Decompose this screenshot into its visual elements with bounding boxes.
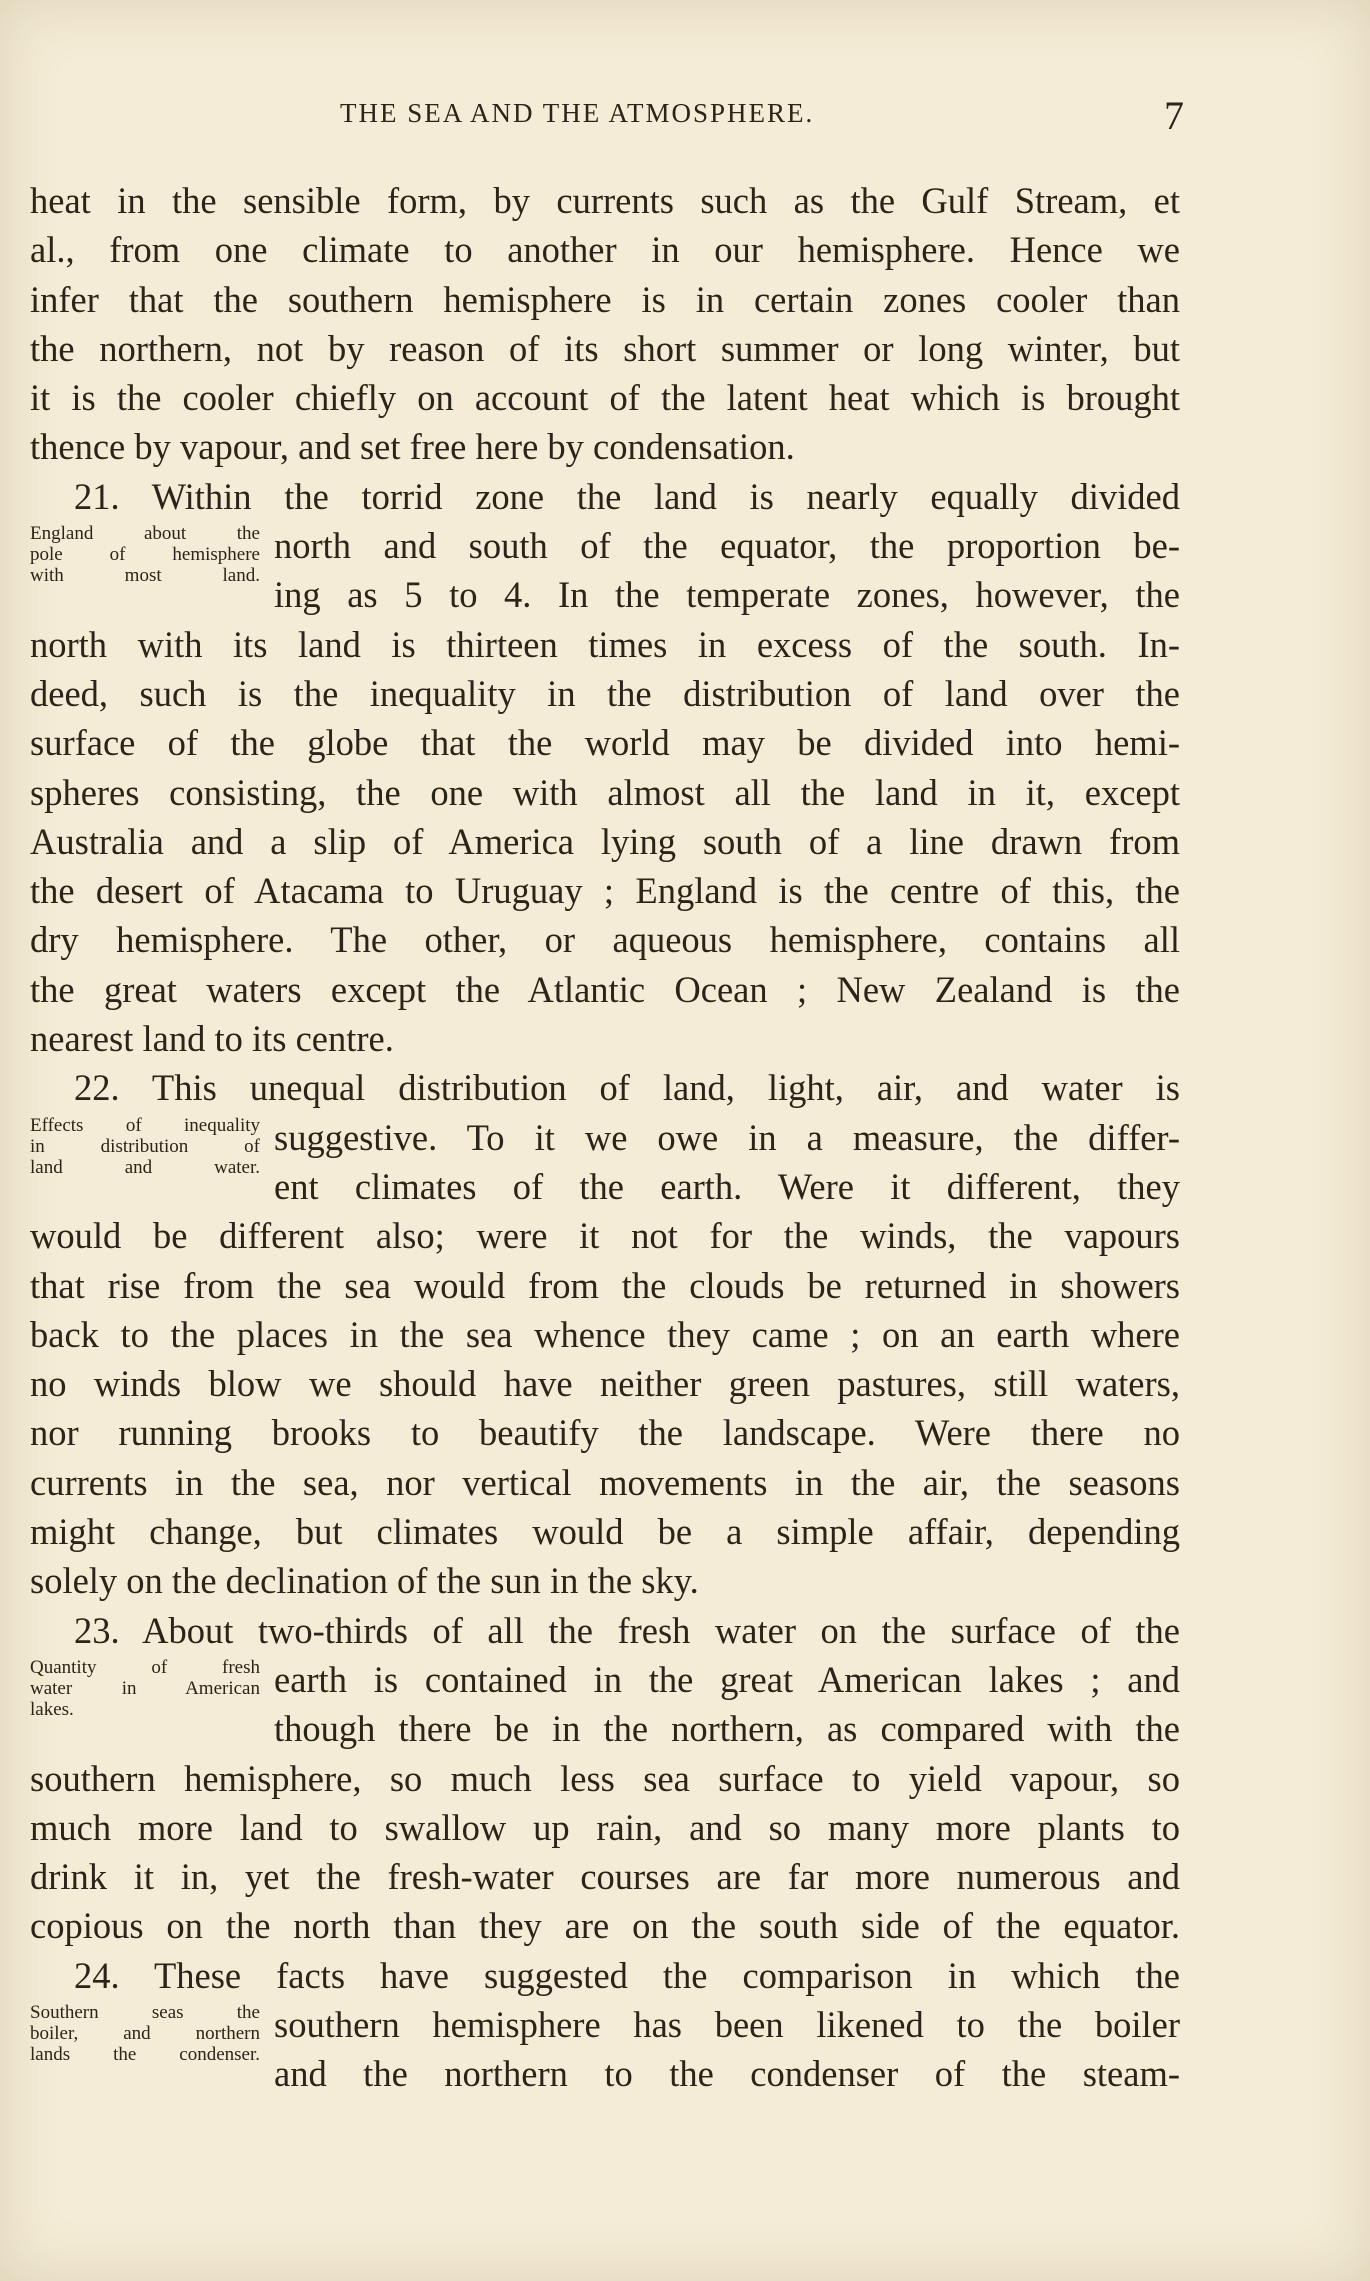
- text-line-with-sidenote: [30, 1113, 1180, 1178]
- text-line: southern hemisphere, so much less sea surface to yield vapour, so: [30, 1757, 1180, 1799]
- text-line: dry hemisphere. The other, or aqueous hemisphere, contains all: [30, 919, 1180, 961]
- sidenote-line: land and water.: [30, 1156, 260, 1178]
- text-line: copious on the north than they are on the south side of the equator.: [30, 1905, 1180, 1947]
- text-line: and the northern to the condenser of the steam-: [274, 2053, 1180, 2095]
- paragraph-24-start: 24. These facts have suggested the comparison in which the: [74, 1954, 1180, 1996]
- text-line-with-sidenote: [30, 1655, 1180, 1720]
- text-line: back to the places in the sea whence they came ; on an earth where: [30, 1313, 1180, 1355]
- text-line: surface of the globe that the world may be divided into hemi-: [30, 722, 1180, 764]
- sidenote-line: water in American: [30, 1677, 260, 1699]
- text-line: ing as 5 to 4. In the temperate zones, however, the: [274, 574, 1180, 616]
- text-line: ent climates of the earth. Were it different, they: [274, 1165, 1180, 1207]
- text-line: the great waters except the Atlantic Ocean ; New Zealand is the: [30, 968, 1180, 1010]
- text-line: north with its land is thirteen times in excess of the south. In-: [30, 623, 1180, 665]
- text-line: spheres consisting, the one with almost all the land in it, except: [30, 771, 1180, 813]
- text-line: would be different also; were it not for the winds, the vapours: [30, 1215, 1180, 1257]
- paragraph-22-start: 22. This unequal distribution of land, light, air, and water is: [74, 1067, 1180, 1109]
- text-line: though there be in the northern, as compared with the: [274, 1708, 1180, 1750]
- sidenote-line: in distribution of: [30, 1135, 260, 1157]
- page-number: 7: [1164, 93, 1184, 138]
- text-line: the desert of Atacama to Uruguay ; England is the centre of this, the: [30, 870, 1180, 912]
- text-line: heat in the sensible form, by currents such as the Gulf Stream, et: [30, 180, 1180, 221]
- text-line: drink it in, yet the fresh-water courses are far more numerous and: [30, 1856, 1180, 1898]
- sidenote-line: Quantity of fresh: [30, 1656, 260, 1678]
- text-line: currents in the sea, nor vertical movements in the air, the seasons: [30, 1461, 1180, 1503]
- sidenote-line: with most land.: [30, 565, 260, 587]
- text-line: al., from one climate to another in our hemisphere. Hence we: [30, 229, 1180, 271]
- text-line: infer that the southern hemisphere is in certain zones cooler than: [30, 278, 1180, 320]
- sidenote-line: Southern seas the: [30, 2001, 260, 2023]
- running-title: THE SEA AND THE ATMOSPHERE.: [340, 98, 815, 128]
- paragraph-21-start: 21. Within the torrid zone the land is nearly equally divided: [74, 475, 1180, 517]
- text-line: thence by vapour, and set free here by condensation.: [30, 426, 795, 468]
- text-line-with-sidenote: [30, 521, 1180, 587]
- text-line: that rise from the sea would from the clouds be returned in showers: [30, 1264, 1180, 1306]
- text-line: suggestive. To it we owe in a measure, the differ-: [274, 1116, 1180, 1158]
- page-header: [0, 92, 1370, 142]
- text-line: nor running brooks to beautify the landscape. Were there no: [30, 1412, 1180, 1454]
- text-line: the northern, not by reason of its short summer or long winter, but: [30, 327, 1180, 369]
- sidenote-line: boiler, and northern: [30, 2022, 260, 2044]
- text-line: deed, such is the inequality in the distribution of land over the: [30, 672, 1180, 714]
- sidenote-line: Effects of inequality: [30, 1114, 260, 1136]
- sidenote-line: lakes.: [30, 1698, 74, 1720]
- text-line: north and south of the equator, the proportion be-: [274, 525, 1180, 567]
- text-line-with-sidenote: [30, 2000, 1180, 2065]
- sidenote-line: England about the: [30, 523, 260, 545]
- text-line: southern hemisphere has been likened to the boiler: [274, 2003, 1180, 2045]
- text-line: no winds blow we should have neither green pastures, still waters,: [30, 1363, 1180, 1405]
- text-line: nearest land to its centre.: [30, 1018, 394, 1060]
- text-line: might change, but climates would be a simple affair, depending: [30, 1511, 1180, 1553]
- sidenote-line: lands the condenser.: [30, 2043, 260, 2065]
- sidenote-line: pole of hemisphere: [30, 544, 260, 566]
- text-line: earth is contained in the great American lakes ; and: [274, 1658, 1180, 1700]
- text-line: Australia and a slip of America lying south of a line drawn from: [30, 820, 1180, 862]
- text-line: it is the cooler chiefly on account of the latent heat which is brought: [30, 377, 1180, 419]
- text-line: solely on the declination of the sun in the sky.: [30, 1560, 699, 1602]
- text-line: much more land to swallow up rain, and so many more plants to: [30, 1806, 1180, 1848]
- body-text: [30, 176, 1180, 2099]
- paragraph-23-start: 23. About two-thirds of all the fresh water on the surface of the: [74, 1609, 1180, 1651]
